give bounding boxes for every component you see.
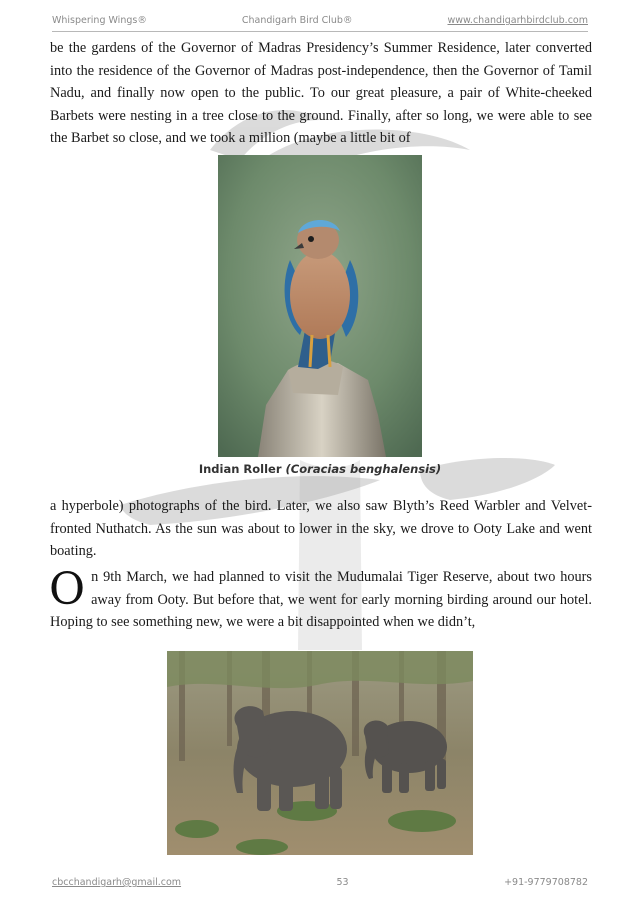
elephants-photo xyxy=(167,651,473,855)
header-website-link[interactable]: www.chandigarhbirdclub.com xyxy=(447,15,588,26)
caption-scientific-name: (Coracias benghalensis) xyxy=(285,462,442,476)
paragraph-mudumalai xyxy=(50,566,592,634)
indian-roller-photo xyxy=(218,155,422,457)
caption-common-name: Indian Roller xyxy=(198,462,282,476)
page-header xyxy=(52,15,588,26)
drop-cap: O xyxy=(49,564,86,615)
page-footer xyxy=(52,877,588,888)
footer-email-link[interactable]: cbcchandigarh@gmail.com xyxy=(52,877,182,888)
paragraph-gardens: be the gardens of the Governor of Madras Presidency’s Summer Residence, later converted into the residence of the Governor of Madras post-independence, then the Governor of Tamil Nadu, and finally now open to the public. To our great pleasure, a pair of White-cheeked Barbets were nesting in a tree close to the ground. Finally, after so long, we were able to see the Barbet so close, and we took a million (maybe a little bit of xyxy=(50,40,592,146)
paragraph-mudumalai-text: n 9th March, we had planned to visit the Mudumalai Tiger Reserve, about two hours away from Ooty. But before that, we went for early morning birding around our hotel. Hoping to see something new, we were a bit disappointed when we didn’t, xyxy=(50,569,592,630)
header-divider xyxy=(52,31,588,32)
figure-caption xyxy=(0,462,640,476)
footer-page-number: 53 xyxy=(336,877,349,888)
header-publication-name: Whispering Wings® xyxy=(52,15,147,26)
paragraph-barbet-photographs: a hyperbole) photographs of the bird. Later, we also saw Blyth’s Reed Warbler and Velvet-fronted Nuthatch. As the sun was about to lower in the sky, we drove to Ooty Lake and went boating. xyxy=(50,498,592,559)
footer-phone: +91-9779708782 xyxy=(504,877,588,888)
header-club-name: Chandigarh Bird Club® xyxy=(241,15,353,26)
